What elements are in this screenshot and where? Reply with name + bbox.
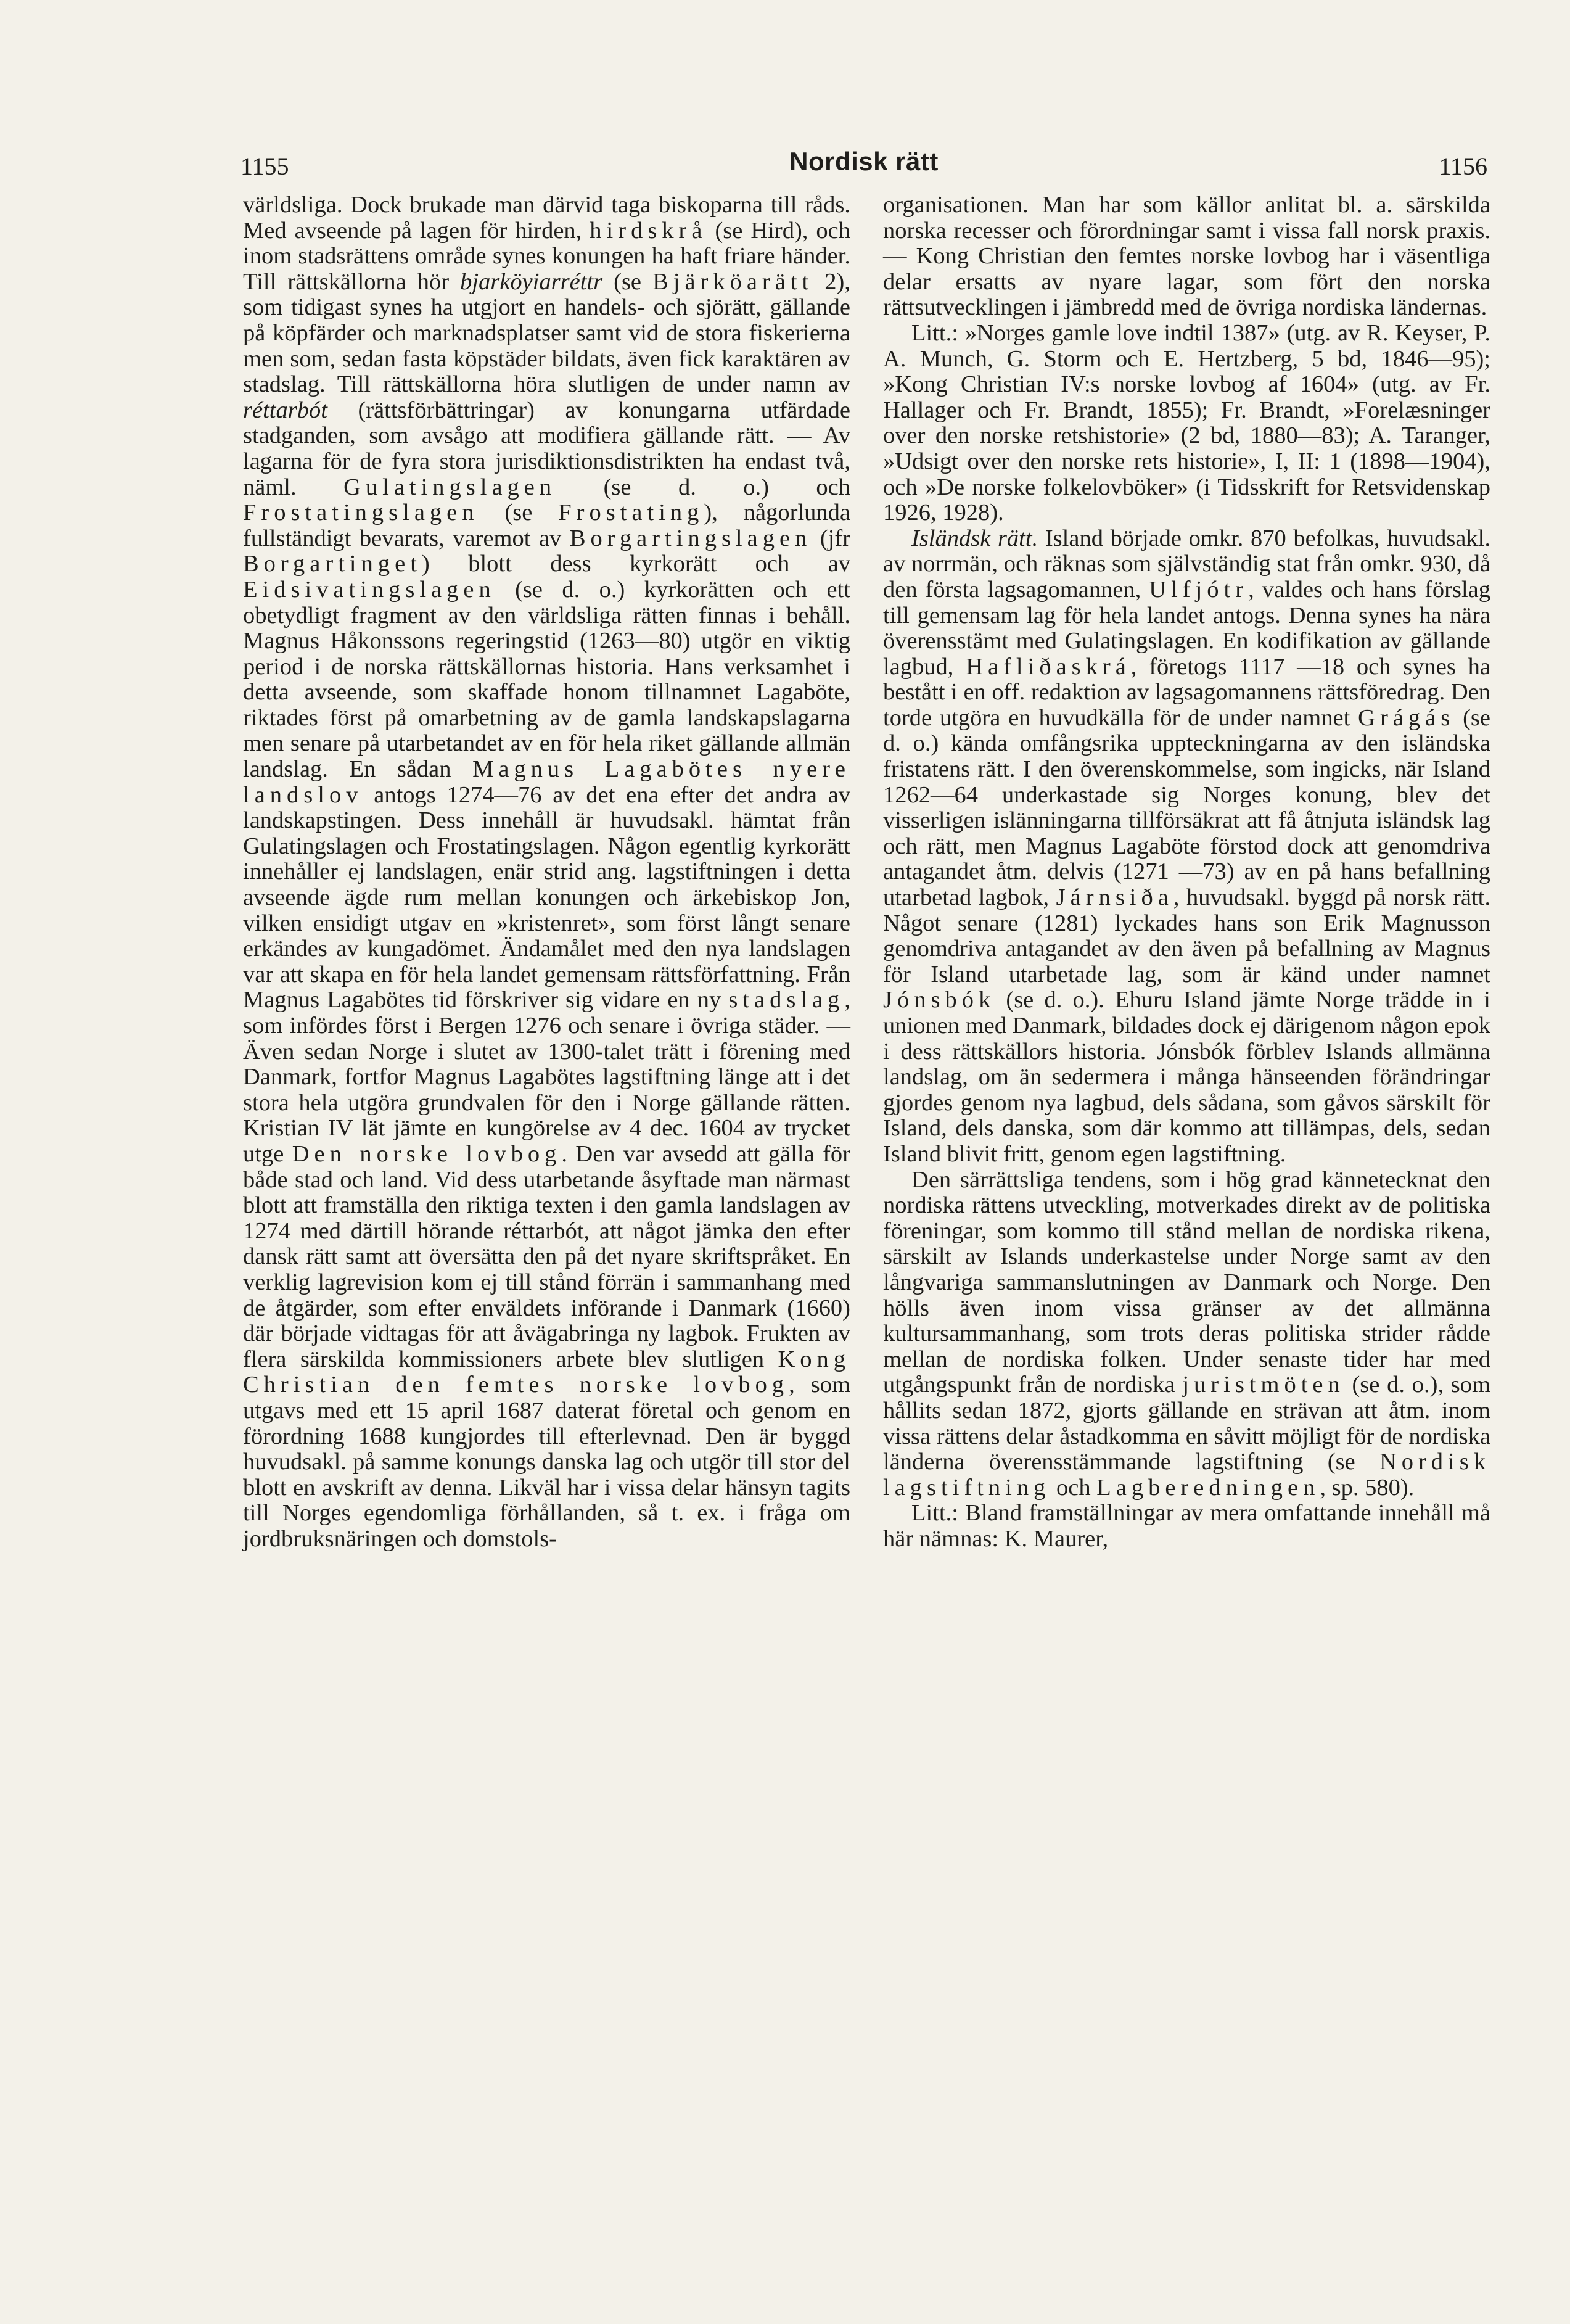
left-column — [243, 192, 850, 1552]
right-paragraph-1: organisationen. Man har som källor anlitat bl. a. särskilda norska recesser och förordningar samt i vissa fall norsk praxis. — Kong Christian den femtes norske lovbog har i väsentliga delar ersatts av nyare lagar, som fört den norska rättsutvecklingen i jämbredd med de övriga nordiska ländernas. — [883, 192, 1490, 321]
right-paragraph-island: Isländsk rätt. Island började omkr. 870 befolkas, huvudsakl. av norrmän, och räknas som självständig stat från omkr. 930, då den första lagsagomannen, Ulfjótr, valdes och hans förslag till gemensam lag för hela landet antogs. Denna synes ha nära överensstämt med Gulatingslagen. En kodifikation av gällande lagbud, Hafliðaskrá, företogs 1117 —18 och synes ha bestått i en off. redaktion av lagsagomannens rättsföredrag. Den torde utgöra en huvudkälla för de under namnet Grágás (se d. o.) kända omfångsrika uppteckningarna av den isländska fristatens rätt. I den överenskommelse, som ingicks, när Island 1262—64 underkastade sig Norges konung, blev det visserligen islänningarna tillförsäkrat att få åtnjuta isländsk lag och rätt, men Magnus Lagaböte förstod dock att genomdriva antagandet åtm. delvis (1271 —73) av en på hans befallning utarbetad lagbok, Járnsiða, huvudsakl. byggd på norsk rätt. Något senare (1281) lyckades hans son Erik Magnusson genomdriva antagandet av den även på befallning av Magnus för Island utarbetade lag, som är känd under namnet Jónsbók (se d. o.). Ehuru Island jämte Norge trädde in i unionen med Danmark, bildades dock ej därigenom någon epok i dess rättskällors historia. Jónsbók förblev Islands allmänna landslag, om än sedermera i många hänseenden förändringar gjordes genom nya lagbud, dels sådana, som gåvos särskilt för Island, dels danska, som där kommo att tillämpas, dels, sedan Island blivit fritt, genom egen lagstiftning. — [883, 525, 1491, 1167]
right-literature-2: Litt.: Bland framställningar av mera omfattande innehåll må här nämnas: K. Maurer, — [883, 1500, 1490, 1552]
page-header — [240, 147, 1487, 184]
left-paragraph: världsliga. Dock brukade man därvid taga biskoparna till råds. Med avseende på lagen för hirden, hirdskrå (se Hird), och inom stadsrättens område synes konungen ha haft friare händer. Till rättskällorna hör bjarköyiarréttr (se Bjärköarätt 2), som tidigast synes ha utgjort en handels- och sjörätt, gällande på köpfärder och marknadsplatser samt vid de stora fiskerierna men som, sedan fasta köpstäder bildats, även fick karaktären av stadslag. Till rättskällorna höra slutligen de under namn av réttarbót (rättsförbättringar) av konungarna utfärdade stadganden, som avsågo att modifiera gällande rätt. — Av lagarna för de fyra stora jurisdiktionsdistrikten ha endast två, näml. Gulatingslagen (se d. o.) och Frostatingslagen (se Frostating), någorlunda fullständigt bevarats, varemot av Borgartingslagen (jfr Borgartinget) blott dess kyrkorätt och av Eidsivatingslagen (se d. o.) kyrkorätten och ett obetydligt fragment av den världsliga rätten finnas i behåll. Magnus Håkonssons regeringstid (1263—80) utgör en viktig period i de norska rättskällornas historia. Hans verksamhet i detta avseende, som skaffade honom tillnamnet Lagaböte, riktades först på omarbetning av de gamla landskapslagarna men senare på utarbetandet av en för hela riket gällande allmän landslag. En sådan Magnus Lagabötes nyere landslov antogs 1274—76 av det ena efter det andra av landskapstingen. Dess innehåll är huvudsakl. hämtat från Gulatingslagen och Frostatingslagen. Någon egentlig kyrkorätt innehåller ej landslagen, enär strid ang. lagstiftningen i detta avseende ägde rum mellan konungen och ärkebiskop Jon, vilken ensidigt utgav en »kristenret», som först långt senare erkändes av kungadömet. Ändamålet med den nya landslagen var att skapa en för hela landet gemensam rättsförfattning. Från Magnus Lagabötes tid förskriver sig vidare en ny stadslag, som infördes först i Bergen 1276 och senare i övriga städer. — Även sedan Norge i slutet av 1300-talet trätt i förening med Danmark, fortfor Magnus Lagabötes lagstiftning länge att i det stora hela utgöra grundvalen för den i Norge gällande rätten. Kristian IV lät jämte en kungörelse av 4 dec. 1604 av trycket utge Den norske lovbog. Den var avsedd att gälla för både stad och land. Vid dess utarbetande åsyftade man närmast blott att framställa den riktiga texten i den gamla landslagen av 1274 med därtill hörande réttarbót, att något jämka den efter dansk rätt samt att översätta den på det nyare skriftspråket. En verklig lagrevision kom ej till stånd förrän i sammanhang med de åtgärder, som efter enväldets införande i Danmark (1660) där började vidtagas för att åvägabringa ny lagbok. Frukten av flera särskilda kommissioners arbete blev slutligen Kong Christian den femtes norske lovbog, som utgavs med ett 15 april 1687 daterat företal och genom en förordning 1688 kungjordes till efterlevnad. Den är byggd huvudsakl. på samme konungs danska lag och utgör till stor del blott en avskrift av denna. Likväl har i vissa delar hänsyn tagits till Norges egendomliga förhållanden, så t. ex. i fråga om jordbruksnäringen och domstols- — [243, 192, 851, 1552]
right-paragraph-tendens: Den särrättsliga tendens, som i hög grad kännetecknat den nordiska rättens utveckling, motverkades direkt av de politiska föreningar, som kommo till stånd mellan de nordiska rikena, särskilt av Islands underkastelse under Norge samt av den långvariga sammanslutningen av Danmark och Norge. Den hölls även inom vissa gränser av det allmänna kultursammanhang, som trots deras politiska strider rådde mellan de nordiska folken. Under senaste tider har med utgångspunkt från de nordiska juristmöten (se d. o.), som hållits sedan 1872, gjorts gällande en strävan att åtm. inom vissa rättens delar åstadkomma en såvitt möjligt för de nordiska länderna överensstämmande lagstiftning (se Nordisk lagstiftning och Lagberedningen, sp. 580). — [883, 1166, 1490, 1501]
right-column — [883, 192, 1490, 1552]
page-number-right: 1156 — [1439, 152, 1487, 180]
right-literature-1: Litt.: »Norges gamle love indtil 1387» (utg. av R. Keyser, P. A. Munch, G. Storm och E. Hertzberg, 5 bd, 1846—95); »Kong Christian IV:s norske lovbog af 1604» (utg. av Fr. Hallager och Fr. Brandt, 1855); Fr. Brandt, »Forelæsninger over den norske retshistorie» (2 bd, 1880—83); A. Taranger, »Udsigt over den norske rets historie», I, II: 1 (1898—1904), och »De norske folkelovböker» (i Tidsskrift for Retsvidenskap 1926, 1928). — [883, 319, 1490, 526]
page-title: Nordisk rätt — [789, 147, 939, 176]
page-number-left: 1155 — [240, 152, 289, 180]
